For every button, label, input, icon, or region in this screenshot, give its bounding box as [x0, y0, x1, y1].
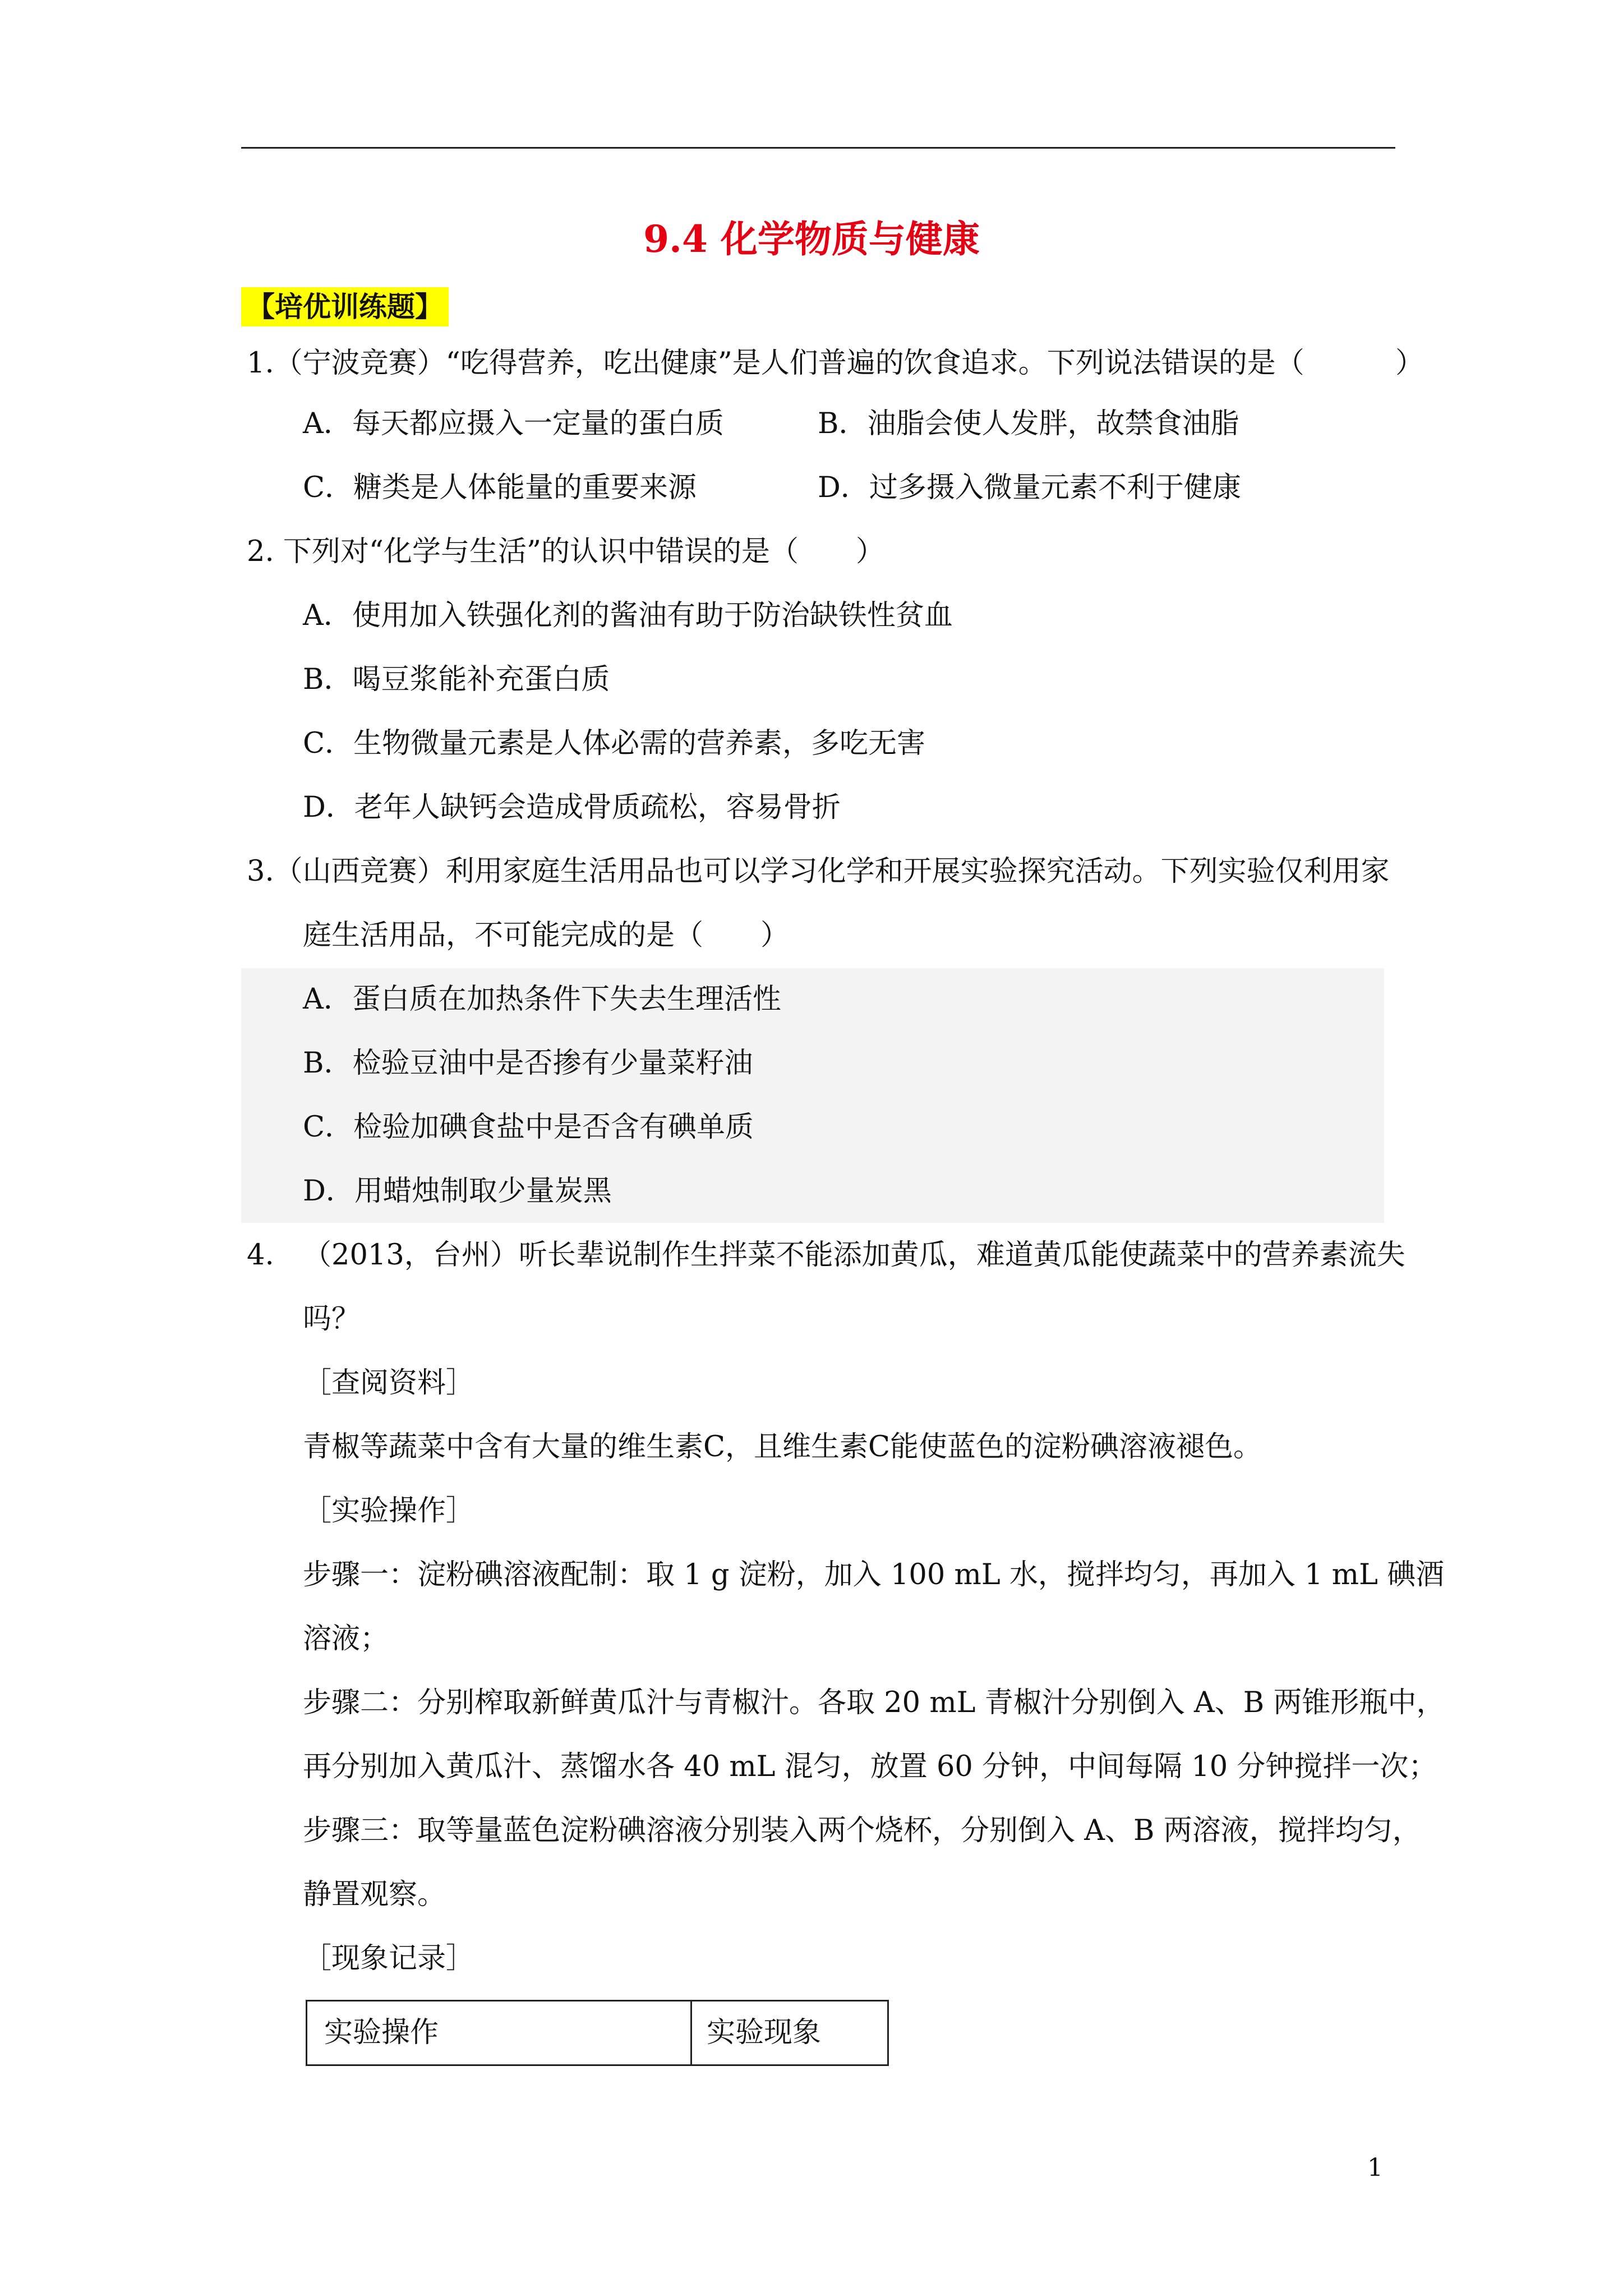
q3-option-b: B．检验豆油中是否掺有少量菜籽油 — [303, 1047, 753, 1080]
header-rule — [241, 147, 1395, 149]
q4-step3-line1: 步骤三：取等量蓝色淀粉碘溶液分别装入两个烧杯，分别倒入 A、B 两溶液，搅拌均匀， — [303, 1814, 1421, 1847]
q3-stem-line1: 3.（山西竞赛）利用家庭生活用品也可以学习化学和开展实验探究活动。下列实验仅利用家 — [247, 855, 1390, 888]
q4-ref-heading: ［查阅资料］ — [303, 1366, 475, 1400]
q4-step1-line1: 步骤一：淀粉碘溶液配制：取 1 g 淀粉，加入 100 mL 水，搅拌均匀，再加入 1 mL 碘酒 — [303, 1558, 1445, 1591]
page-title: 9.4 化学物质与健康 — [643, 217, 980, 261]
q4-step3-line2: 静置观察。 — [303, 1878, 446, 1911]
q4-stem-line2: 吗？ — [303, 1303, 361, 1336]
q3-stem-line2: 庭生活用品，不可能完成的是（ ） — [303, 919, 790, 952]
observation-table — [306, 2000, 889, 2066]
q1-option-b: B．油脂会使人发胖，故禁食油脂 — [818, 407, 1239, 440]
q4-stem-line1: （2013，台州）听长辈说制作生拌菜不能添加黄瓜，难道黄瓜能使蔬菜中的营养素流失 — [303, 1239, 1405, 1272]
q4-step2-line1: 步骤二：分别榨取新鲜黄瓜汁与青椒汁。各取 20 mL 青椒汁分别倒入 A、B 两锥形瓶中， — [303, 1686, 1445, 1719]
q4-step2-line2: 再分别加入黄瓜汁、蒸馏水各 40 mL 混匀，放置 60 分钟，中间每隔 10 分钟搅拌一次； — [303, 1750, 1437, 1783]
q1-stem: 1.（宁波竞赛）“吃得营养，吃出健康”是人们普遍的饮食追求。下列说法错误的是（ — [247, 347, 1304, 380]
table-header-operation: 实验操作 — [324, 2016, 439, 2049]
q1-close-paren: ） — [1395, 347, 1424, 380]
q2-option-c: C．生物微量元素是人体必需的营养素，多吃无害 — [303, 727, 926, 760]
table-header-phenomenon: 实验现象 — [707, 2016, 822, 2049]
q2-option-a: A．使用加入铁强化剂的酱油有助于防治缺铁性贫血 — [303, 599, 953, 632]
q4-number: 4. — [247, 1239, 274, 1272]
q1-option-d: D．过多摄入微量元素不利于健康 — [818, 471, 1241, 504]
q4-ref-text: 青椒等蔬菜中含有大量的维生素C，且维生素C能使蓝色的淀粉碘溶液褪色。 — [303, 1430, 1262, 1464]
q3-option-d: D．用蜡烛制取少量炭黑 — [303, 1175, 612, 1208]
q2-stem: 2. 下列对“化学与生活”的认识中错误的是（ ） — [247, 535, 885, 568]
table-cell-divider — [690, 2001, 692, 2064]
q2-option-d: D．老年人缺钙会造成骨质疏松，容易骨折 — [303, 791, 841, 824]
q4-op-heading: ［实验操作］ — [303, 1494, 475, 1527]
q1-option-a: A．每天都应摄入一定量的蛋白质 — [303, 407, 724, 440]
section-tag: 【培优训练题】 — [241, 287, 449, 326]
q4-record-heading: ［现象记录］ — [303, 1942, 475, 1975]
page-number: 1 — [1367, 2154, 1383, 2182]
q2-option-b: B．喝豆浆能补充蛋白质 — [303, 663, 610, 696]
q3-option-c: C．检验加碘食盐中是否含有碘单质 — [303, 1111, 754, 1144]
q1-option-c: C．糖类是人体能量的重要来源 — [303, 471, 697, 504]
q3-option-a: A．蛋白质在加热条件下失去生理活性 — [303, 983, 781, 1016]
q4-step1-line2: 溶液； — [303, 1622, 389, 1655]
